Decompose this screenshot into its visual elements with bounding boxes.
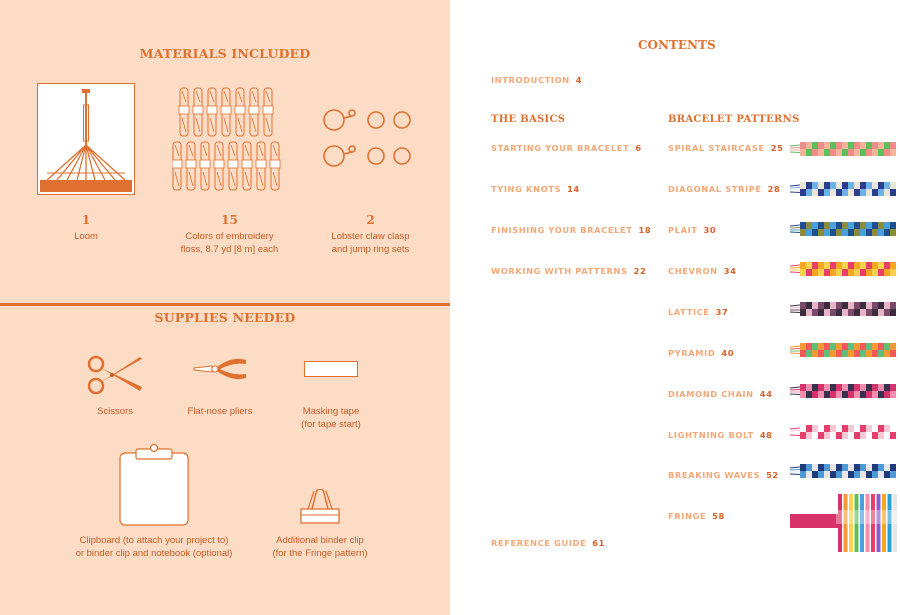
material-label: Lobster claw clasp bbox=[331, 231, 410, 242]
toc-label: TYING KNOTS bbox=[491, 184, 562, 194]
toc-page: 4 bbox=[575, 75, 583, 85]
toc-entry-pattern[interactable] bbox=[668, 184, 780, 194]
toc-label: FRINGE bbox=[668, 511, 707, 521]
toc-label: STARTING YOUR BRACELET bbox=[491, 143, 630, 153]
patterns-heading: BRACELET PATTERNS bbox=[668, 114, 800, 125]
toc-entry-pattern[interactable] bbox=[668, 307, 728, 317]
bracelet-thumbnail bbox=[790, 380, 900, 402]
toc-page: 22 bbox=[633, 266, 647, 276]
supplies-title: SUPPLIES NEEDED bbox=[154, 310, 296, 325]
material-clasp bbox=[313, 213, 428, 256]
materials-title: MATERIALS INCLUDED bbox=[139, 46, 311, 61]
material-loom bbox=[36, 213, 136, 243]
supply-label: Scissors bbox=[97, 406, 133, 417]
toc-page: 30 bbox=[703, 225, 717, 235]
masking-tape-icon bbox=[304, 361, 358, 377]
toc-page: 44 bbox=[759, 389, 773, 399]
toc-entry-pattern[interactable] bbox=[668, 511, 725, 521]
bracelet-thumbnail bbox=[790, 258, 900, 280]
material-count: 2 bbox=[366, 213, 375, 227]
toc-page: 37 bbox=[715, 307, 729, 317]
toc-page: 52 bbox=[766, 470, 779, 480]
toc-page: 28 bbox=[767, 184, 781, 194]
section-divider bbox=[0, 303, 450, 306]
toc-label: FINISHING YOUR BRACELET bbox=[491, 225, 633, 235]
toc-entry-pattern[interactable] bbox=[668, 470, 779, 480]
supply-label: Flat-nose pliers bbox=[187, 406, 253, 417]
toc-label: LATTICE bbox=[668, 307, 710, 317]
clasp-icon bbox=[318, 104, 418, 174]
material-floss bbox=[162, 213, 297, 256]
material-label: and jump ring sets bbox=[331, 244, 410, 255]
toc-label: BREAKING WAVES bbox=[668, 470, 761, 480]
toc-label: CHEVRON bbox=[668, 266, 718, 276]
contents-title: CONTENTS bbox=[638, 38, 716, 52]
toc-entry-basics[interactable] bbox=[491, 225, 651, 235]
toc-entry-pattern[interactable] bbox=[668, 266, 736, 276]
toc-entry-pattern[interactable] bbox=[668, 143, 784, 153]
supply-label: (for tape start) bbox=[301, 419, 361, 430]
toc-page: 34 bbox=[723, 266, 737, 276]
toc-page: 14 bbox=[567, 184, 580, 194]
toc-label: REFERENCE GUIDE bbox=[491, 538, 587, 548]
toc-page: 40 bbox=[721, 348, 735, 358]
toc-page: 6 bbox=[635, 143, 642, 153]
toc-entry-pattern[interactable] bbox=[668, 348, 734, 358]
toc-entry-basics[interactable] bbox=[491, 184, 580, 194]
binder-clip-icon bbox=[298, 489, 342, 525]
toc-entry-introduction[interactable] bbox=[491, 75, 582, 85]
toc-label: LIGHTNING BOLT bbox=[668, 430, 754, 440]
material-label: Colors of embroidery bbox=[185, 231, 274, 242]
pliers-icon bbox=[192, 356, 248, 384]
supply-label: Additional binder clip bbox=[276, 535, 364, 546]
bracelet-thumbnail bbox=[790, 339, 900, 361]
supply-label: or binder clip and notebook (optional) bbox=[75, 548, 233, 559]
toc-page: 61 bbox=[592, 538, 605, 548]
toc-entry-pattern[interactable] bbox=[668, 430, 773, 440]
basics-heading: THE BASICS bbox=[491, 114, 566, 125]
bracelet-thumbnail bbox=[790, 138, 900, 160]
bracelet-thumbnail bbox=[790, 178, 900, 200]
bracelet-thumbnail bbox=[790, 218, 900, 240]
toc-label: SPIRAL STAIRCASE bbox=[668, 143, 765, 153]
toc-entry-pattern[interactable] bbox=[668, 225, 716, 235]
material-label: Loom bbox=[74, 231, 98, 242]
toc-entry-basics[interactable] bbox=[491, 143, 642, 153]
supply-masking-tape bbox=[281, 405, 381, 431]
toc-entry-reference[interactable] bbox=[491, 538, 605, 548]
toc-page: 48 bbox=[759, 430, 773, 440]
bracelet-thumbnail bbox=[790, 298, 900, 320]
supply-binder-clip bbox=[255, 534, 385, 560]
bracelet-thumbnail bbox=[790, 460, 900, 482]
supply-label: (for the Fringe pattern) bbox=[272, 548, 368, 559]
bracelet-thumbnail bbox=[790, 492, 900, 554]
material-count: 1 bbox=[81, 213, 91, 227]
material-count: 15 bbox=[221, 213, 238, 227]
toc-entry-pattern[interactable] bbox=[668, 389, 772, 399]
toc-label: DIAGONAL STRIPE bbox=[668, 184, 762, 194]
supply-clipboard bbox=[48, 534, 260, 560]
toc-page: 58 bbox=[712, 511, 725, 521]
floss-bundles-icon bbox=[172, 86, 282, 194]
toc-label: INTRODUCTION bbox=[491, 75, 570, 85]
toc-page: 25 bbox=[770, 143, 784, 153]
supply-label: Masking tape bbox=[302, 406, 360, 417]
toc-page: 18 bbox=[638, 225, 652, 235]
toc-entry-basics[interactable] bbox=[491, 266, 646, 276]
supply-pliers bbox=[165, 405, 275, 418]
scissors-icon bbox=[84, 353, 146, 397]
toc-label: PLAIT bbox=[668, 225, 698, 235]
toc-label: PYRAMID bbox=[668, 348, 716, 358]
toc-label: DIAMOND CHAIN bbox=[668, 389, 754, 399]
supply-label: Clipboard (to attach your project to) bbox=[79, 535, 229, 546]
bracelet-thumbnail bbox=[790, 421, 900, 443]
toc-label: WORKING WITH PATTERNS bbox=[491, 266, 628, 276]
supply-scissors bbox=[70, 405, 160, 418]
material-label: floss, 8.7 yd [8 m] each bbox=[180, 244, 279, 255]
clipboard-icon bbox=[118, 443, 190, 527]
loom-icon bbox=[37, 83, 135, 195]
